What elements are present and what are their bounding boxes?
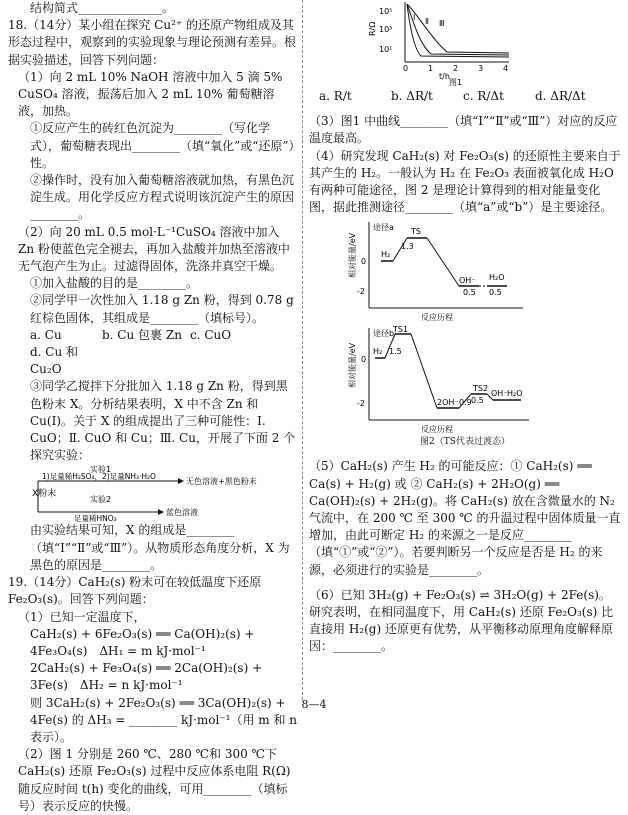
eq1-line2: 4Fe₃O₄(s) ΔH₁ = m kJ·mol⁻¹ <box>30 643 206 658</box>
path-a-ytick-0: 0 <box>361 257 367 267</box>
path-a-title: 途径a <box>373 223 394 233</box>
q18-part2-c: ③同学乙搅拌下分批加入 1.18 g Zn 粉，得到黑色粉末 X。分析结果表明，X 中不含 Zn 和 Cu(I)。关于 X 的组成提出了三种可能性：Ⅰ. CuO；Ⅱ. CuO 和 Cu；Ⅲ. Cu，开展了下面 2 个探究实验： <box>30 379 296 463</box>
path-b-oh: OH⁻ <box>491 389 508 399</box>
q18-head: 18.（14分）某小组在探究 Cu²⁺ 的还原产物组成及其形态过程中，观察到的实验现象与理论预测有差异。根据实验描述，回答下列问题： <box>8 18 297 67</box>
option-a: a. R/t <box>319 89 352 103</box>
path-a-oh: OH⁻ <box>459 276 476 286</box>
eq2-line1: 2CaH₂(s) + Fe₃O₄(s) ══ 2Ca(OH)₂(s) + <box>30 661 263 676</box>
flow-exp2-step: 足量稀HNO₃ <box>74 514 117 523</box>
q18-part2: （2）向 20 mL 0.5 mol·L⁻¹CuSO₄ 溶液中加入 Zn 粉使蓝色完全褪去，再加入盐酸并加热至溶液中无气泡产生为止。过滤得固体，洗涤并真空干燥。 <box>18 224 290 274</box>
fig1-ytick-1: 10⁵ <box>379 7 393 16</box>
q18-part2-b-options <box>8 327 298 379</box>
path-b-ts1-val: 1.5 <box>389 347 402 357</box>
path-b-2oh-val: 0.9 <box>459 398 472 408</box>
q19-part6: （6）已知 3H₂(g) + Fe₂O₃(s) ⇌ 3H₂O(g) + 2Fe(s)。研究表明，在相同温度下，用 CaH₂(s) 还原 Fe₂O₃(s) 比直接用 H₂(g) 还原更有优势，从平衡移动原理角度解释原因：________。 <box>309 587 614 654</box>
q18-part1-b: ②操作时，没有加入葡萄糖溶液就加热，有黑色沉淀生成。用化学反应方程式说明该沉淀产生的原因________。 <box>30 173 295 222</box>
q18-part1: （1）向 2 mL 10% NaOH 溶液中加入 5 滴 5% CuSO₄ 溶液，振荡后加入 2 mL 10% 葡萄糖溶液，加热。 <box>18 69 283 119</box>
fig1-xtick-3: 3 <box>478 64 484 73</box>
q19-part4: （4）研究发现 CaH₂(s) 对 Fe₂O₃(s) 的还原性主要来自于其产生的 H₂。一般认为 H₂ 在 Fe₂O₃ 表面被氧化成 H₂O 有两种可能途径，图 2 是理论计算得到的相对能量变化图，据此推测途径________（填“a”或“b”）是主要途径。 <box>309 148 621 215</box>
path-a-xlabel: 反应历程 <box>421 313 453 323</box>
option-a: a. Cu <box>30 327 62 342</box>
path-b-title: 途径b <box>373 329 395 339</box>
path-b-xlabel: 反应历程 <box>421 425 453 435</box>
q19-head: 19.（14分）CaH₂(s) 粉末可在较低温度下还原 Fe₂O₃(s)。回答下列问题： <box>8 575 262 607</box>
path-b-ts2-val: 0.5 <box>471 396 484 406</box>
flow-exp2-result: 蓝色溶液 <box>166 508 198 518</box>
right-column <box>309 0 621 656</box>
path-b-ylabel: 相对能量/eV <box>348 343 357 389</box>
option-b: b. Cu 包裹 Zn <box>102 327 182 342</box>
fig1-xtick-2: 2 <box>453 64 459 73</box>
prev-question-tail: 结构简式______________。 <box>30 1 175 15</box>
q19-part3: （3）图1 中曲线________（填“Ⅰ”“Ⅱ”或“Ⅲ”）对应的反应温度最高。 <box>309 114 618 146</box>
path-a-h2o-val: 0.5 <box>489 288 502 298</box>
fig1-curve-3 <box>407 4 509 53</box>
q18-part2-b: ②同学甲一次性加入 1.18 g Zn 粉，得到 0.78 g 红棕色固体，其组成是________（填标号）。 <box>30 293 294 325</box>
path-a-ytick-1: -2 <box>357 287 365 297</box>
fig1-ytick-2: 10³ <box>379 25 393 34</box>
path-a-ts: TS <box>411 227 421 237</box>
eq3-line1: 则 3CaH₂(s) + 2Fe₂O₃(s) ══ 3Ca(OH)₂(s) + <box>30 695 286 710</box>
q18-part2-a: ①加入盐酸的目的是________。 <box>30 276 199 291</box>
path-b-ts2: TS2 <box>473 384 489 394</box>
q19-part5: （5）CaH₂(s) 产生 H₂ 的可能反应：① CaH₂(s) ══ Ca(s) + H₂(g) 或 ② CaH₂(s) + 2H₂O(g) ══ Ca(OH)₂(s) + 2H₂(g)。将 CaH₂(s) 放在含微量水的 N₂ 气流中，在 200 ℃ 至 300 ℃ 的升温过程中固体质量一直增加，由此可断定 H₂ 的来源之一是反应________（填“①”或“②”）。若要判断另一个反应是否是 H₂ 的来源，必须进行的实验是________。 <box>309 459 621 577</box>
fig1-ytick-3: 10¹ <box>379 45 393 54</box>
option-d: d. ΔR/Δt <box>535 89 586 103</box>
column-divider <box>302 0 303 700</box>
path-b-ytick-1: -2 <box>357 399 365 409</box>
figure-2-caption: 图2（TS代表过渡态） <box>420 437 510 448</box>
fig1-xlabel: t/h <box>439 72 450 81</box>
fig1-ylabel: R/Ω <box>368 21 377 36</box>
fig1-curve-1-label: Ⅰ <box>413 13 416 22</box>
fig1-caption: 图1 <box>449 78 463 86</box>
fig1-xtick-1: 1 <box>428 64 434 73</box>
flow-exp1-result: 无色溶液+黑色粉末 <box>186 477 257 487</box>
fig1-curve-2-label: Ⅱ <box>425 17 429 26</box>
eq2-line2: 3Fe(s) ΔH₂ = n kJ·mol⁻¹ <box>30 678 183 693</box>
path-b-2oh: 2OH⁻ <box>437 398 459 408</box>
eq1-line1: CaH₂(s) + 6Fe₂O₃(s) ══ Ca(OH)₂(s) + <box>30 626 255 641</box>
figure-2-path-a <box>309 216 621 324</box>
q19-part2: （2）图 1 分别是 260 ℃、280 ℃和 300 ℃下 CaH₂(s) 还原 Fe₂O₃(s) 过程中反应体系电阻 R(Ω) 随反应时间 t(h) 变化的曲线，可用________（填标号）表示反应的快慢。 <box>18 747 291 813</box>
flow-exp1-step: 1)足量稀H₂SO₄，2)足量NH₃·H₂O <box>42 472 156 482</box>
path-b-h2o: H₂O <box>507 389 523 399</box>
path-a-ts-val: 1.3 <box>401 242 414 252</box>
q18-part2-d: 由实验结果可知，X 的组成是________（填“Ⅰ”“Ⅱ”或“Ⅲ”）。从物质形态角度分析，X 为黑色的原因是________。 <box>30 523 290 572</box>
path-a-oh-val: 0.5 <box>463 288 476 298</box>
path-a-h2o: H₂O <box>489 273 505 283</box>
option-c: c. R/Δt <box>463 89 504 103</box>
fig1-xtick-4: 4 <box>503 64 509 73</box>
left-column <box>8 0 298 815</box>
path-b-h2: H₂ <box>373 347 383 357</box>
path-b-ts1: TS1 <box>393 325 409 335</box>
fig1-curve-2 <box>407 4 509 55</box>
flow-exp1-label: 实验1 <box>90 465 112 475</box>
q18-part1-a: ①反应产生的砖红色沉淀为________（写化学式），葡萄糖表现出________（填“氧化”或“还原”）性。 <box>30 121 295 170</box>
q19-part1: （1）已知一定温度下， <box>18 609 146 624</box>
option-d: d. Cu 和 Cu₂O <box>30 345 79 377</box>
path-a-ylabel: 相对能量/eV <box>348 233 357 279</box>
option-b: b. ΔR/t <box>391 89 433 103</box>
option-c: c. CuO <box>190 327 232 342</box>
experiment-flowchart <box>8 464 298 522</box>
flow-exp2-label: 实验2 <box>90 495 112 505</box>
figure-1 <box>309 0 621 86</box>
q19-2-options <box>309 88 621 105</box>
fig1-xtick-0: 0 <box>403 64 409 73</box>
path-b-ytick-0: 0 <box>361 355 367 365</box>
figure-2-path-b <box>309 324 621 442</box>
path-a-h2: H₂ <box>381 250 391 260</box>
page-footer: 8—4 <box>301 698 327 711</box>
fig1-curve-3-label: Ⅲ <box>439 19 445 28</box>
eq3-line2: 4Fe(s) 的 ΔH₃ = ________ kJ·mol⁻¹（用 m 和 n 表示）。 <box>30 712 298 744</box>
fig1-curve-1 <box>407 4 509 57</box>
flow-start: X粉末 <box>32 489 57 500</box>
